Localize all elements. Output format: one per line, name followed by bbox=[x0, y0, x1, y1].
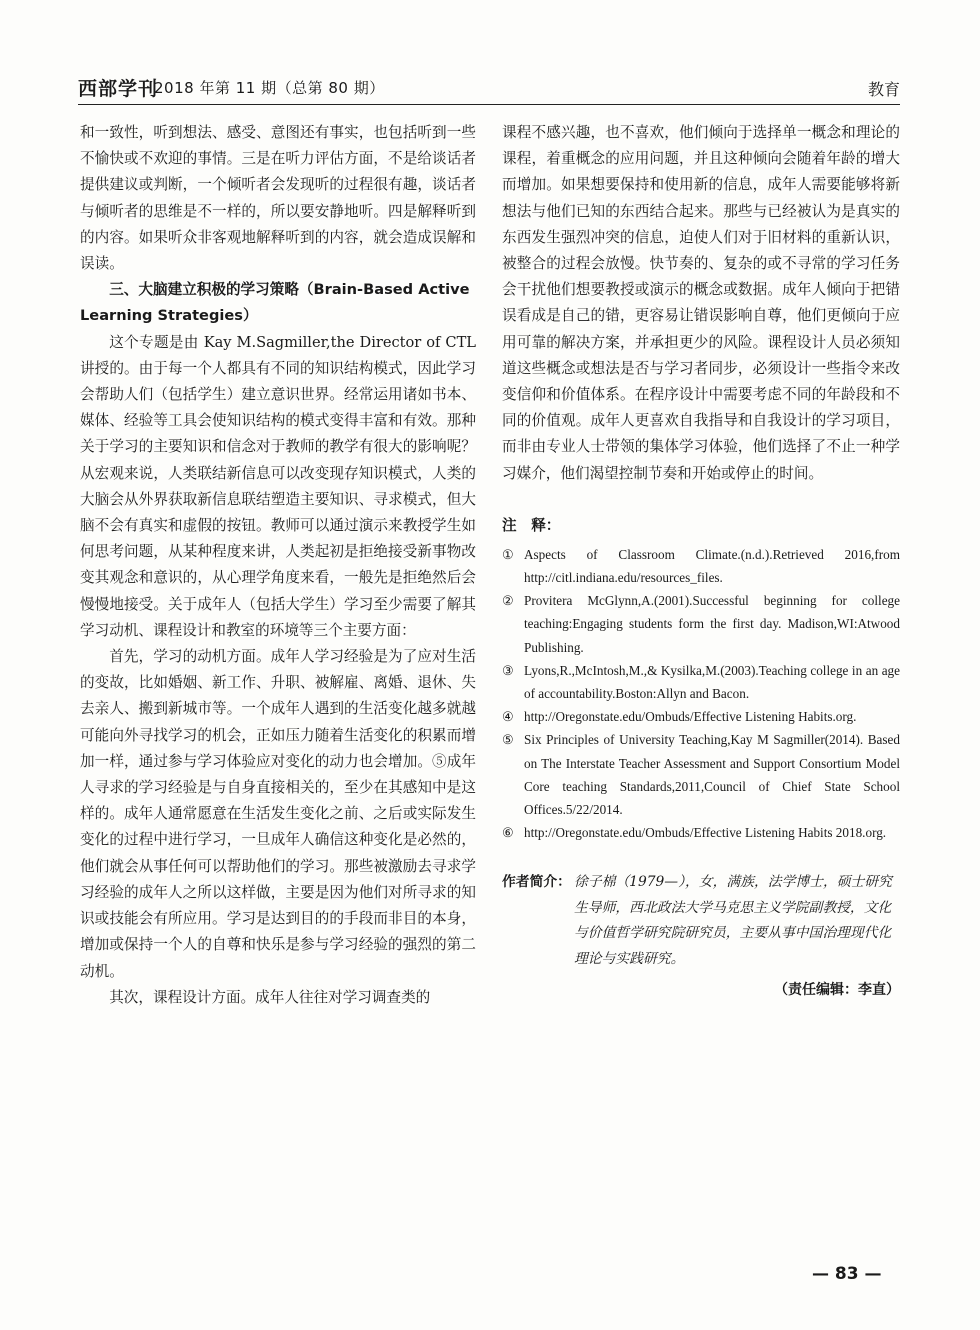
body-paragraph: 这个专题是由 Kay M.Sagmiller,the Director of CTL 讲授的。由于每一个人都具有不同的知识结构模式，因此学习会帮助人们（包括学生）建立意识世界。经常运用诸如书本、媒体、经验等工具会使知识结构的模式变得丰富和有效。那种关于学习的主要知识和信念对于教师的教学有很大的影响呢？从宏观来说，人类联结新信息可以改变现存知识模式，人类的大脑会从外界获取新信息联结塑造主要知识、寻求模式，但大脑不会有真实和虚假的按钮。教师可以通过演示来教授学生如何思考问题，从某种程度来讲，人类起初是拒绝接受新事物改变其观念和意识的，从心理学角度来看，一般先是拒绝然后会慢慢地接受。关于成年人（包括大学生）学习至少需要了解其学习动机、课程设计和教室的环境等三个主要方面： bbox=[80, 333, 476, 639]
note-item bbox=[502, 821, 900, 844]
note-text: Aspects of Classroom Climate.(n.d.).Retrieved 2016,from http://citl.indiana.edu/resources_files. bbox=[524, 546, 900, 586]
note-text: Provitera McGlynn,A.(2001).Successful beginning for college teaching:Engaging students form the first day. Madison,WI:Atwood Publishing. bbox=[524, 593, 900, 655]
note-item bbox=[502, 705, 900, 728]
journal-name: 西部学刊 bbox=[78, 78, 159, 100]
note-number: ⑥ bbox=[502, 825, 514, 841]
section-heading: 三、大脑建立积极的学习策略（Brain-Based Active Learning Strategies） bbox=[80, 281, 470, 325]
note-number: ⑤ bbox=[502, 732, 514, 748]
author-bio-label: 作者简介： bbox=[502, 874, 571, 891]
notes-title: 注 释： bbox=[502, 516, 561, 534]
body-paragraph: 首先，学习的动机方面。成年人学习经验是为了应对生活的变故，比如婚姻、新工作、升职、被解雇、离婚、退休、失去亲人、搬到新城市等。一个成年人遇到的生活变化越多就越可能向外寻找学习的机会，正如压力随着生活变化的积累而增加一样，通过参与学习体验应对变化的动力也会增加。⑤成年人寻求的学习经验是与自身直接相关的，至少在其感知中是这样的。成年人通常愿意在生活发生变化之前、之后或实际发生变化的过程中进行学习，一旦成年人确信这种变化是必然的，他们就会从事任何可以帮助他们的学习。那些被激励去寻求学习经验的成年人之所以这样做，主要是因为他们对所寻求的知识或技能会有所应用。学习是达到目的的手段而非目的本身，增加或保持一个人的自尊和快乐是参与学习经验的强烈的第二动机。 bbox=[80, 648, 476, 980]
page-number: — 83 — bbox=[812, 1264, 882, 1284]
responsible-editor: （责任编辑：李直） bbox=[774, 982, 900, 999]
note-text: http://Oregonstate.edu/Ombuds/Effective Listening Habits 2018.org. bbox=[524, 825, 887, 841]
issue-info: 2018 年第 11 期（总第 80 期） bbox=[154, 79, 385, 97]
note-text: Six Principles of University Teaching,Kay M Sagmiller(2014). Based on The Interstate Teacher Assessment and Support Consortium Model Core teaching Standards,2011,Council of Chief State School Offices.5/22/2014. bbox=[524, 732, 900, 818]
notes-list bbox=[502, 543, 900, 845]
note-number: ② bbox=[502, 593, 514, 609]
note-number: ④ bbox=[502, 709, 514, 725]
author-bio-text: 徐子棉（1979—），女，满族，法学博士，硕士研究生导师，西北政法大学马克思主义学院副教授，文化与价值哲学研究院研究员，主要从事中国治理现代化理论与实践研究。 bbox=[574, 874, 892, 967]
header-rule bbox=[78, 104, 900, 105]
running-header bbox=[78, 74, 900, 100]
note-item bbox=[502, 589, 900, 659]
body-paragraph: 和一致性，听到想法、感受、意图还有事实，也包括听到一些不愉快或不欢迎的事情。三是在听力评估方面，不是给谈话者提供建议或判断，一个倾听者会发现听的过程很有趣，谈话者与倾听者的思维是不一样的，所以要安静地听。四是解释听到的内容。如果听众非客观地解释听到的内容，就会造成误解和误读。 bbox=[80, 124, 476, 273]
note-text: http://Oregonstate.edu/Ombuds/Effective Listening Habits.org. bbox=[524, 709, 857, 725]
author-bio bbox=[502, 870, 900, 972]
note-number: ③ bbox=[502, 662, 514, 678]
body-paragraph: 其次，课程设计方面。成年人往往对学习调查类的 bbox=[109, 988, 431, 1006]
note-number: ① bbox=[502, 546, 514, 562]
note-text: Lyons,R.,McIntosh,M.,& Kysilka,M.(2003).Teaching college in an age of accountability.Boston:Allyn and Bacon. bbox=[524, 662, 900, 702]
right-column bbox=[502, 120, 900, 1002]
section-name: 教育 bbox=[867, 80, 900, 99]
note-item bbox=[502, 659, 900, 705]
note-item bbox=[502, 728, 900, 821]
body-paragraph: 课程不感兴趣，也不喜欢，他们倾向于选择单一概念和理论的课程，着重概念的应用问题，并且这种倾向会随着年龄的增大而增加。如果想要保持和使用新的信息，成年人需要能够将新想法与他们已知的东西结合起来。那些与已经被认为是真实的东西发生强烈冲突的信息，迫使人们对于旧材料的重新认识，被整合的过程会放慢。快节奏的、复杂的或不寻常的学习任务会干扰他们想要教授或演示的概念或数据。成年人倾向于把错误看成是自己的错，更容易让错误影响自尊，他们更倾向于应用可靠的解决方案，并承担更少的风险。课程设计人员必须知道这些概念或想法是否与学习者同步，必须设计一些指令来改变信仰和价值体系。在程序设计中需要考虑不同的年龄段和不同的价值观。成年人更喜欢自我指导和自我设计的学习项目，而非由专业人士带领的集体学习体验，他们选择了不止一种学习媒介，他们渴望控制节奏和开始或停止的时间。 bbox=[502, 124, 900, 482]
note-item bbox=[502, 543, 900, 589]
left-column bbox=[80, 120, 476, 1011]
